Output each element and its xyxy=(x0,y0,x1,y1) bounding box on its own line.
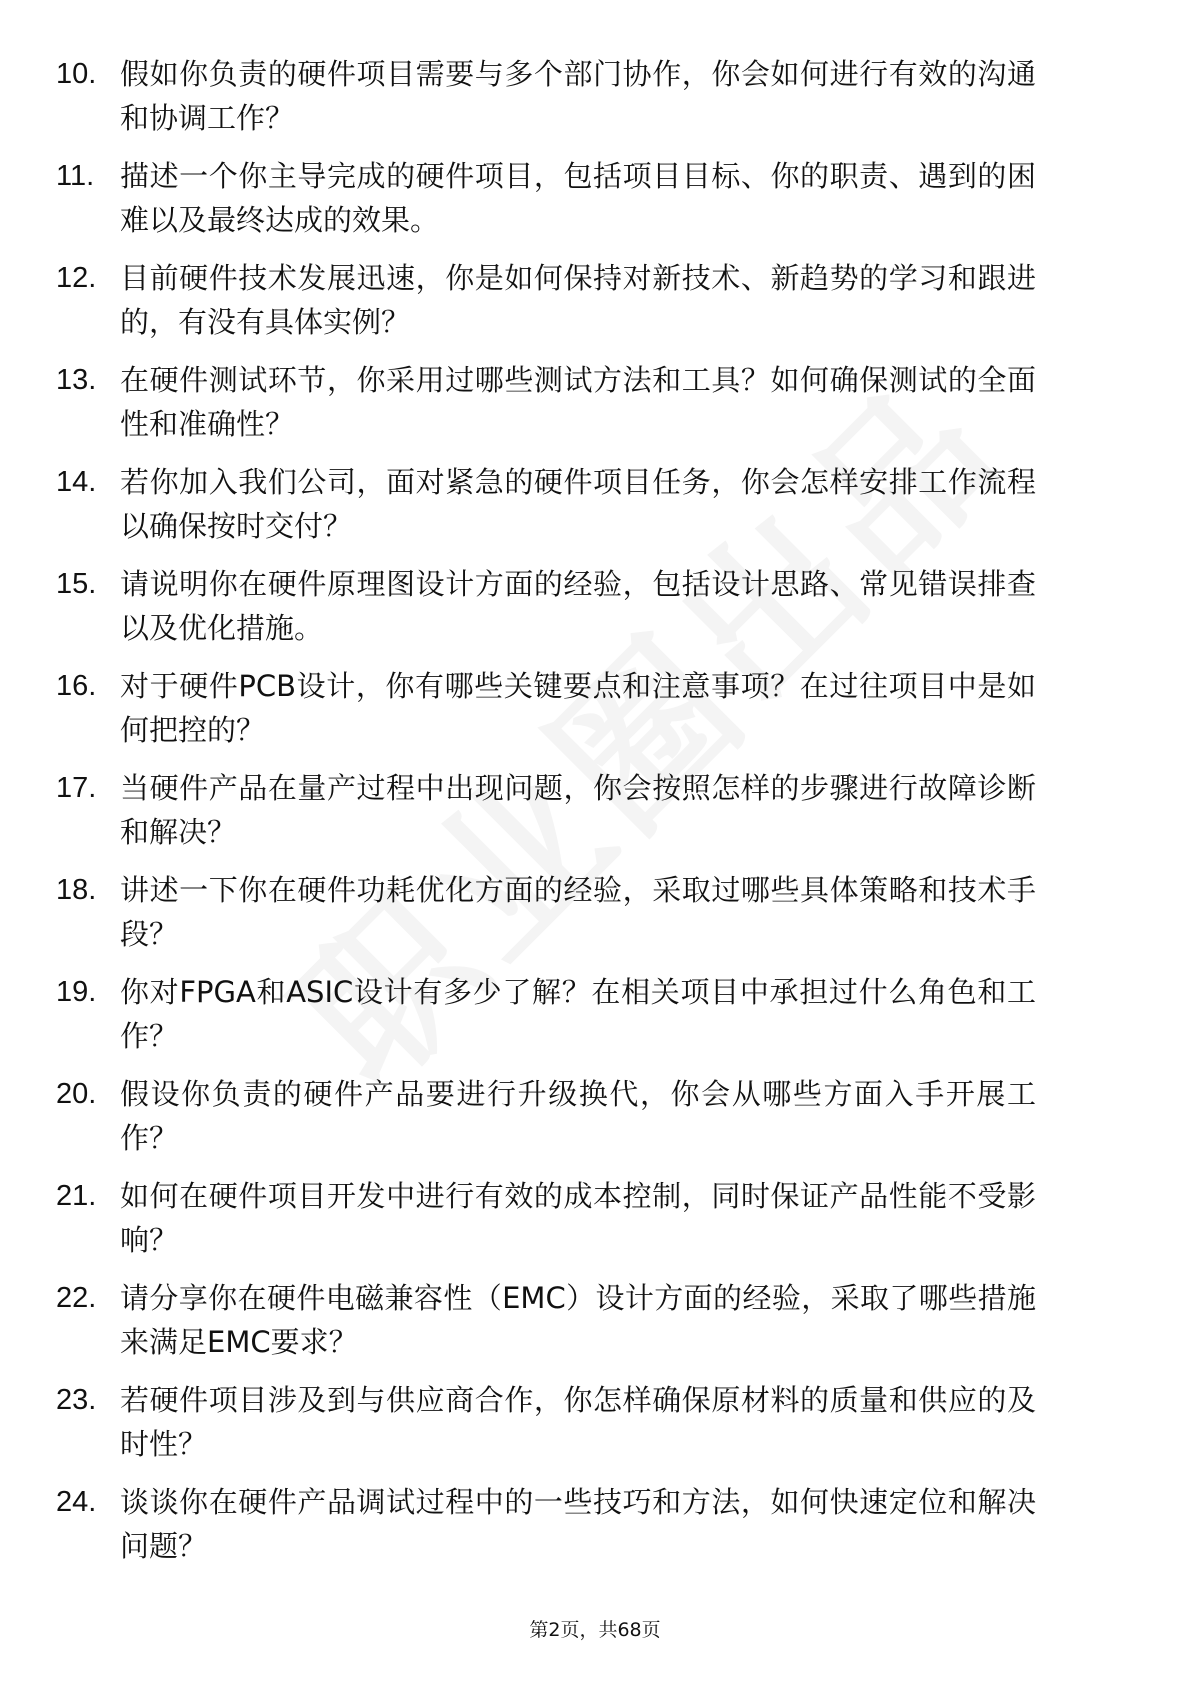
question-number: 10. xyxy=(56,58,97,90)
question-text: 假如你负责的硬件项目需要与多个部门协作，你会如何进行有效的沟通和协调工作？ xyxy=(120,57,1036,135)
question-number: 18. xyxy=(56,874,97,906)
question-text: 你对FPGA和ASIC设计有多少了解？在相关项目中承担过什么角色和工作？ xyxy=(120,975,1036,1053)
question-text: 假设你负责的硬件产品要进行升级换代，你会从哪些方面入手开展工作？ xyxy=(120,1077,1036,1155)
question-item xyxy=(56,358,1136,460)
question-item xyxy=(56,154,1136,256)
question-text: 描述一个你主导完成的硬件项目，包括项目目标、你的职责、遇到的困难以及最终达成的效果。 xyxy=(120,159,1036,237)
question-text: 当硬件产品在量产过程中出现问题，你会按照怎样的步骤进行故障诊断和解决？ xyxy=(120,771,1036,849)
question-number: 20. xyxy=(56,1078,97,1110)
question-item xyxy=(56,1276,1136,1378)
question-item xyxy=(56,52,1136,154)
question-text: 在硬件测试环节，你采用过哪些测试方法和工具？如何确保测试的全面性和准确性？ xyxy=(120,363,1036,441)
question-item xyxy=(56,868,1136,970)
question-item xyxy=(56,970,1136,1072)
question-item xyxy=(56,1378,1136,1480)
question-text: 请分享你在硬件电磁兼容性（EMC）设计方面的经验，采取了哪些措施来满足EMC要求？ xyxy=(120,1281,1036,1359)
question-number: 13. xyxy=(56,364,97,396)
question-number: 22. xyxy=(56,1282,97,1314)
page-footer: 第2页，共68页 xyxy=(529,1619,661,1641)
question-text: 目前硬件技术发展迅速，你是如何保持对新技术、新趋势的学习和跟进的，有没有具体实例？ xyxy=(120,261,1036,339)
question-number: 19. xyxy=(56,976,97,1008)
question-number: 23. xyxy=(56,1384,97,1416)
question-list xyxy=(56,52,1136,1582)
question-item xyxy=(56,562,1136,664)
question-number: 24. xyxy=(56,1486,97,1518)
question-item xyxy=(56,664,1136,766)
question-item xyxy=(56,460,1136,562)
question-number: 15. xyxy=(56,568,97,600)
question-number: 16. xyxy=(56,670,97,702)
question-number: 12. xyxy=(56,262,97,294)
question-text: 对于硬件PCB设计，你有哪些关键要点和注意事项？在过往项目中是如何把控的？ xyxy=(120,669,1036,747)
question-item xyxy=(56,1174,1136,1276)
question-item xyxy=(56,1480,1136,1582)
question-text: 请说明你在硬件原理图设计方面的经验，包括设计思路、常见错误排查以及优化措施。 xyxy=(120,567,1036,645)
question-number: 17. xyxy=(56,772,97,804)
question-number: 21. xyxy=(56,1180,97,1212)
question-item xyxy=(56,256,1136,358)
question-text: 若硬件项目涉及到与供应商合作，你怎样确保原材料的质量和供应的及时性？ xyxy=(120,1383,1036,1461)
question-number: 14. xyxy=(56,466,97,498)
question-number: 11. xyxy=(56,160,95,192)
question-text: 若你加入我们公司，面对紧急的硬件项目任务，你会怎样安排工作流程以确保按时交付？ xyxy=(120,465,1036,543)
question-text: 如何在硬件项目开发中进行有效的成本控制，同时保证产品性能不受影响？ xyxy=(120,1179,1036,1257)
question-item xyxy=(56,1072,1136,1174)
question-text: 讲述一下你在硬件功耗优化方面的经验，采取过哪些具体策略和技术手段？ xyxy=(120,873,1036,951)
question-item xyxy=(56,766,1136,868)
question-text: 谈谈你在硬件产品调试过程中的一些技巧和方法，如何快速定位和解决问题？ xyxy=(120,1485,1036,1563)
